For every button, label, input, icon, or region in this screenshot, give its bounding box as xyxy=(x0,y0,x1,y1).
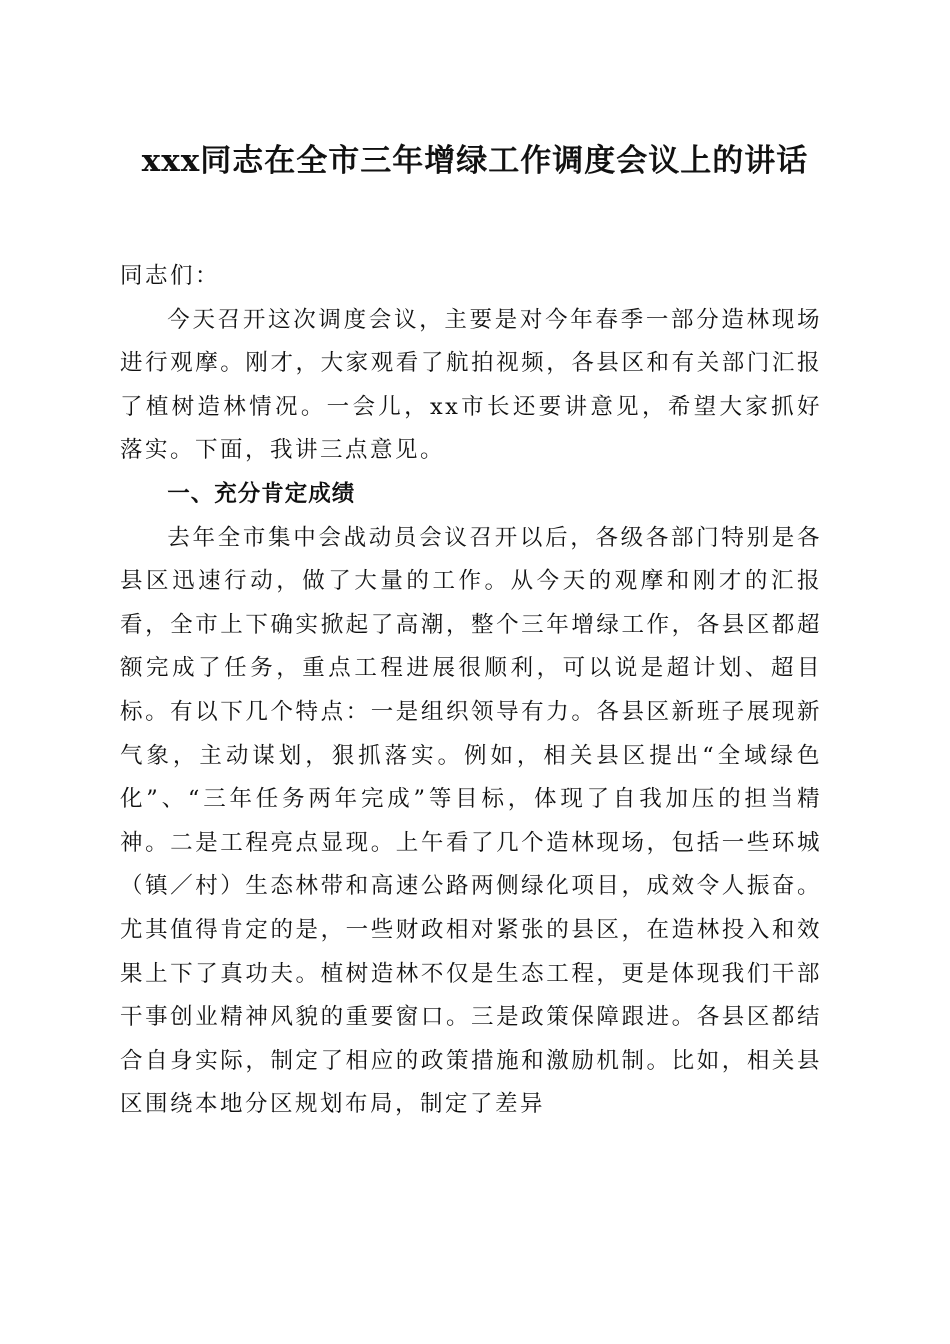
document-body xyxy=(120,255,822,1127)
intro-paragraph: 今天召开这次调度会议，主要是对今年春季一部分造林现场进行观摩。刚才，大家观看了航拍视频，各县区和有关部门汇报了植树造林情况。一会儿，xx市长还要讲意见，希望大家抓好落实。下面，我讲三点意见。 xyxy=(120,306,822,464)
document-title: xxx同志在全市三年增绿工作调度会议上的讲话 xyxy=(141,143,809,179)
section-paragraph: 去年全市集中会战动员会议召开以后，各级各部门特别是各县区迅速行动，做了大量的工作。从今天的观摩和刚才的汇报看，全市上下确实掀起了高潮，整个三年增绿工作，各县区都超额完成了任务，重点工程进展很顺利，可以说是超计划、超目标。有以下几个特点：一是组织领导有力。各县区新班子展现新气象，主动谋划，狠抓落实。例如，相关县区提出“全域绿色化”、“三年任务两年完成”等目标，体现了自我加压的担当精神。二是工程亮点显现。上午看了几个造林现场，包括一些环城（镇／村）生态林带和高速公路两侧绿化项目，成效令人振奋。尤其值得肯定的是，一些财政相对紧张的县区，在造林投入和效果上下了真功夫。植树造林不仅是生态工程，更是体现我们干部干事创业精神风貌的重要窗口。三是政策保障跟进。各县区都结合自身实际，制定了相应的政策措施和激励机制。比如，相关县区围绕本地分区规划布局，制定了差异 xyxy=(120,524,822,1118)
section-heading: 一、充分肯定成绩 xyxy=(167,480,356,507)
salutation: 同志们： xyxy=(120,263,221,289)
